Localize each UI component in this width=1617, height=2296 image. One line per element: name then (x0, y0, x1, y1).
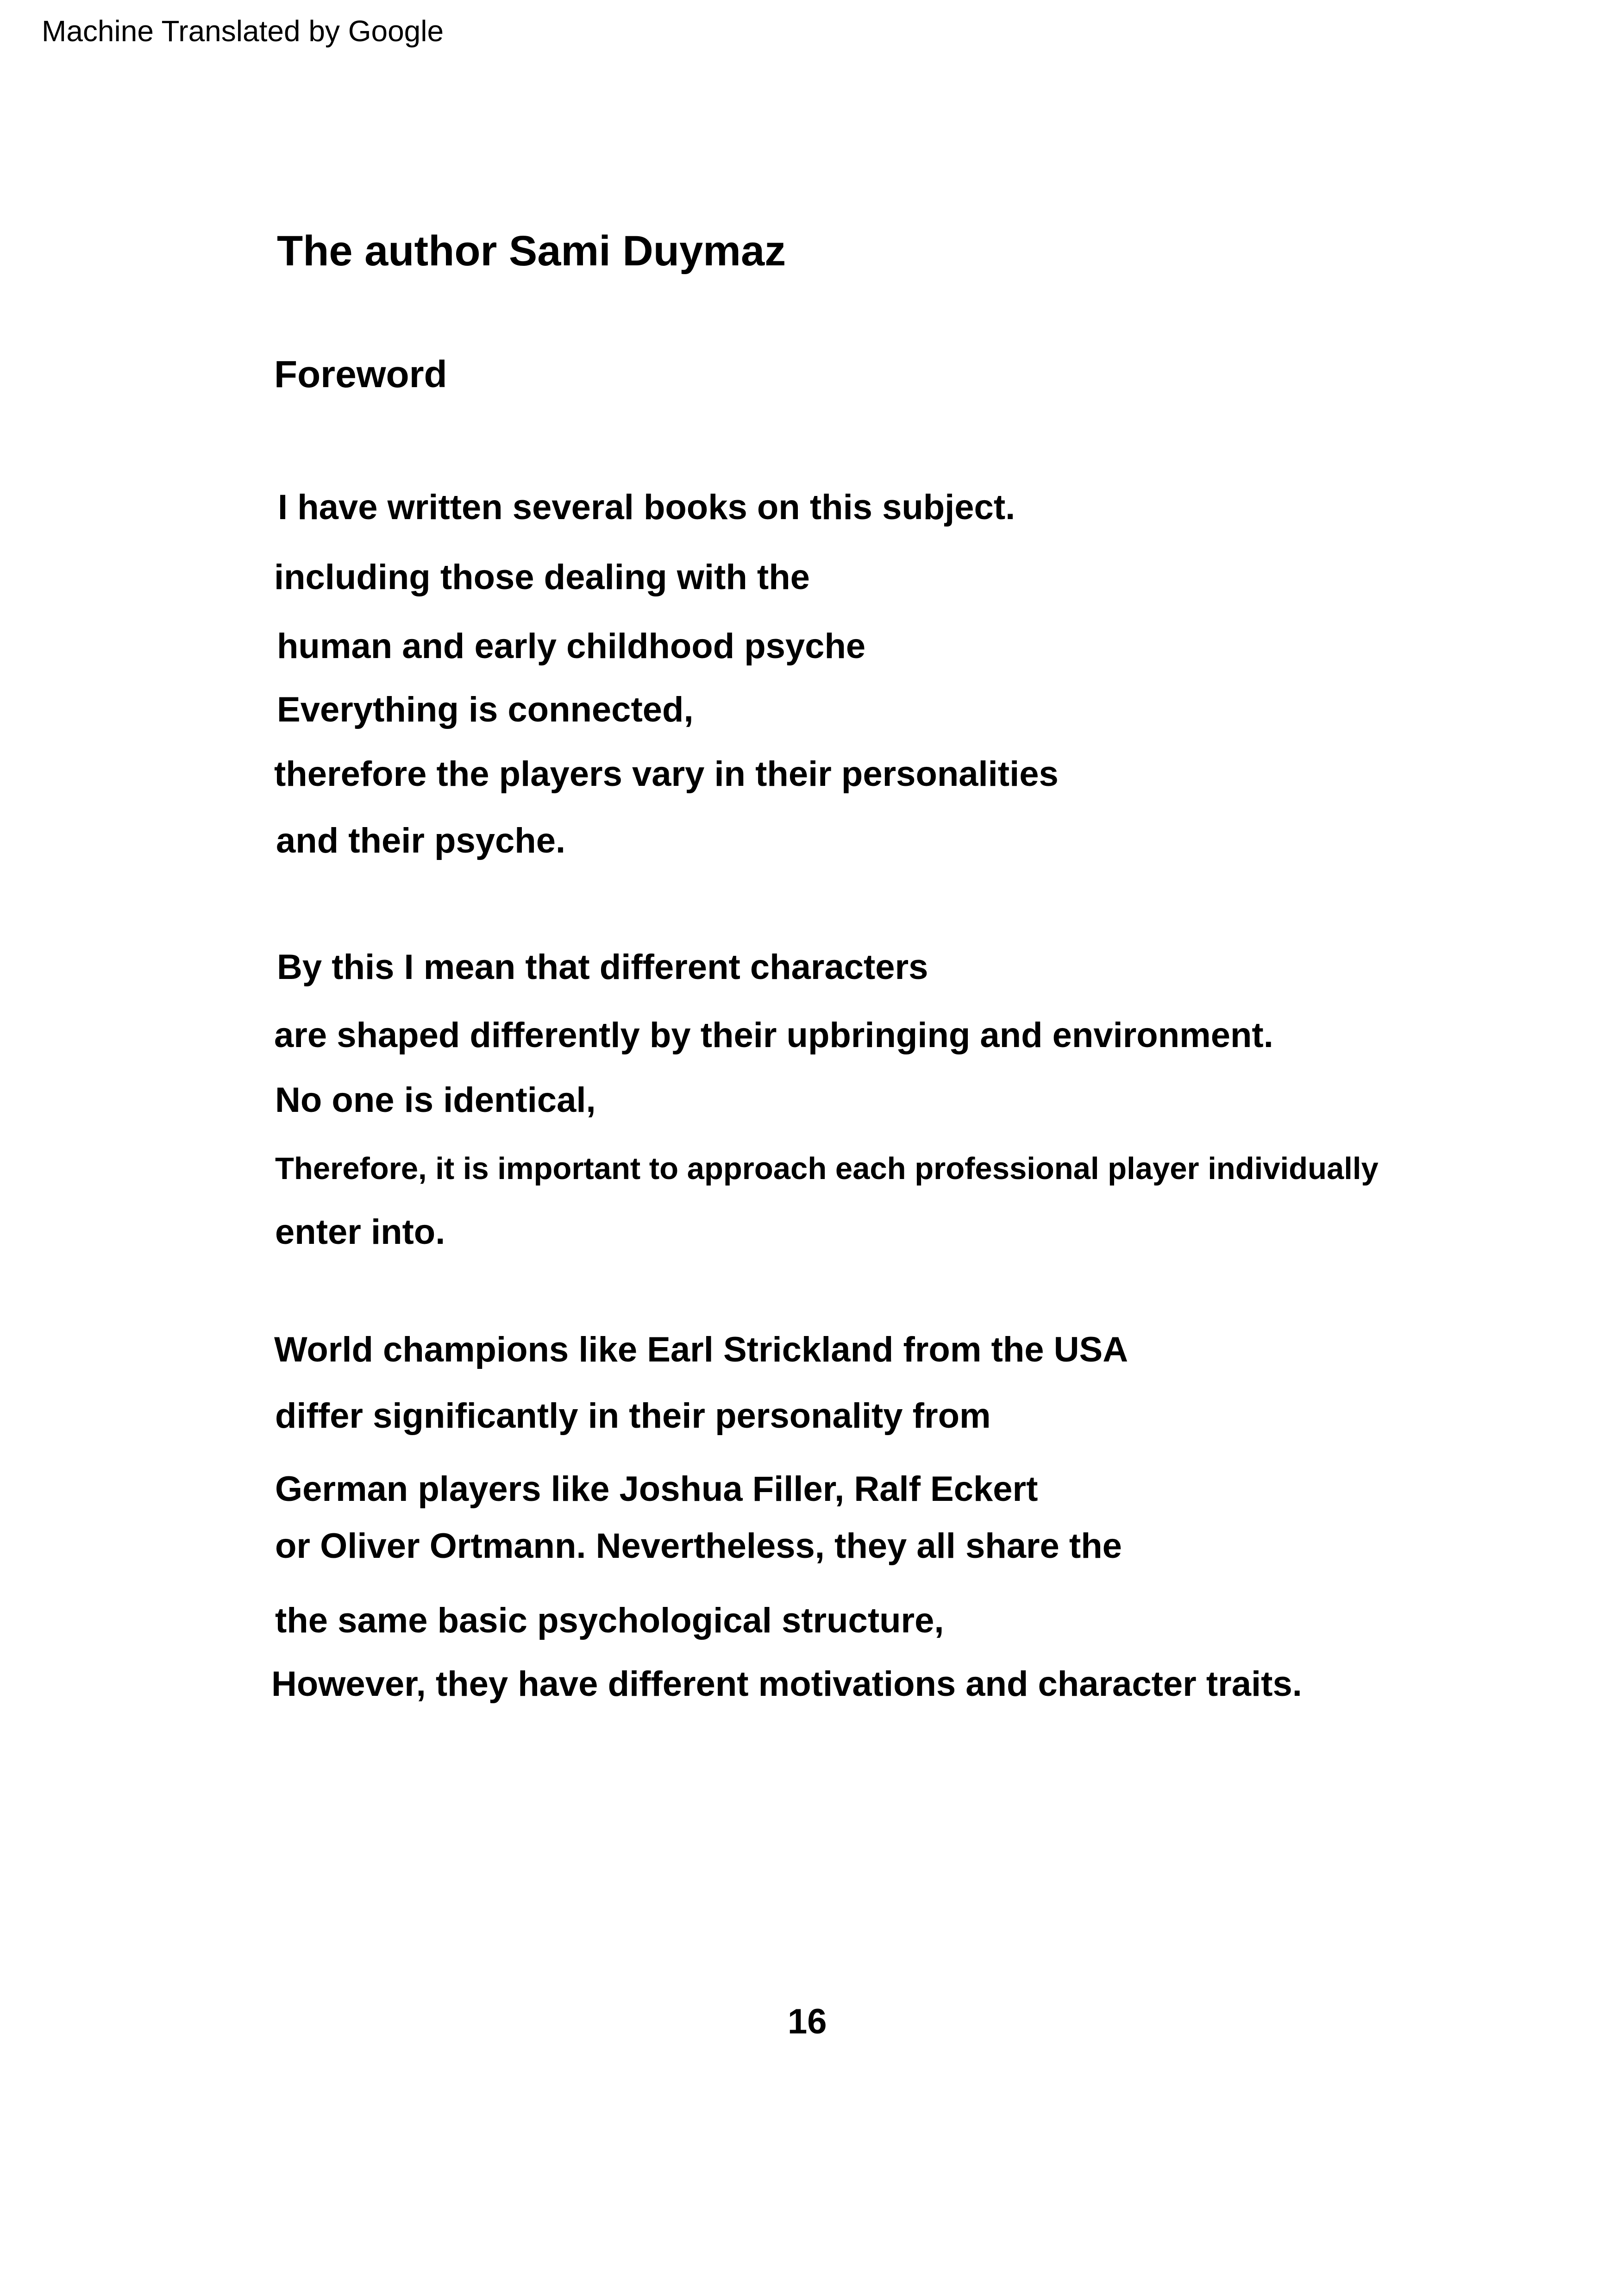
machine-translation-note: Machine Translated by Google (42, 14, 444, 48)
paragraph-line: enter into. (275, 1212, 445, 1252)
page-number: 16 (788, 2002, 827, 2041)
paragraph-line: However, they have different motivations and character traits. (271, 1664, 1302, 1704)
paragraph-line: differ significantly in their personality from (275, 1396, 991, 1436)
paragraph-line: therefore the players vary in their personalities (274, 754, 1059, 794)
section-title: Foreword (274, 353, 447, 395)
paragraph-line: and their psyche. (276, 821, 566, 860)
paragraph-line: By this I mean that different characters (277, 947, 928, 987)
paragraph-line: including those dealing with the (274, 558, 810, 597)
paragraph-line: Everything is connected, (277, 690, 694, 729)
paragraph-line: human and early childhood psyche (277, 627, 866, 666)
paragraph-line: World champions like Earl Strickland from the USA (274, 1330, 1128, 1369)
paragraph-line: the same basic psychological structure, (275, 1601, 944, 1640)
paragraph-line: are shaped differently by their upbringing and environment. (274, 1016, 1273, 1055)
paragraph-line: No one is identical, (275, 1080, 596, 1120)
paragraph-line: I have written several books on this subject. (278, 488, 1015, 527)
paragraph-line: or Oliver Ortmann. Nevertheless, they all share the (275, 1526, 1122, 1566)
paragraph-line: German players like Joshua Filler, Ralf Eckert (275, 1469, 1038, 1509)
paragraph-line: Therefore, it is important to approach each professional player individually (275, 1151, 1379, 1186)
author-heading: The author Sami Duymaz (277, 227, 786, 275)
